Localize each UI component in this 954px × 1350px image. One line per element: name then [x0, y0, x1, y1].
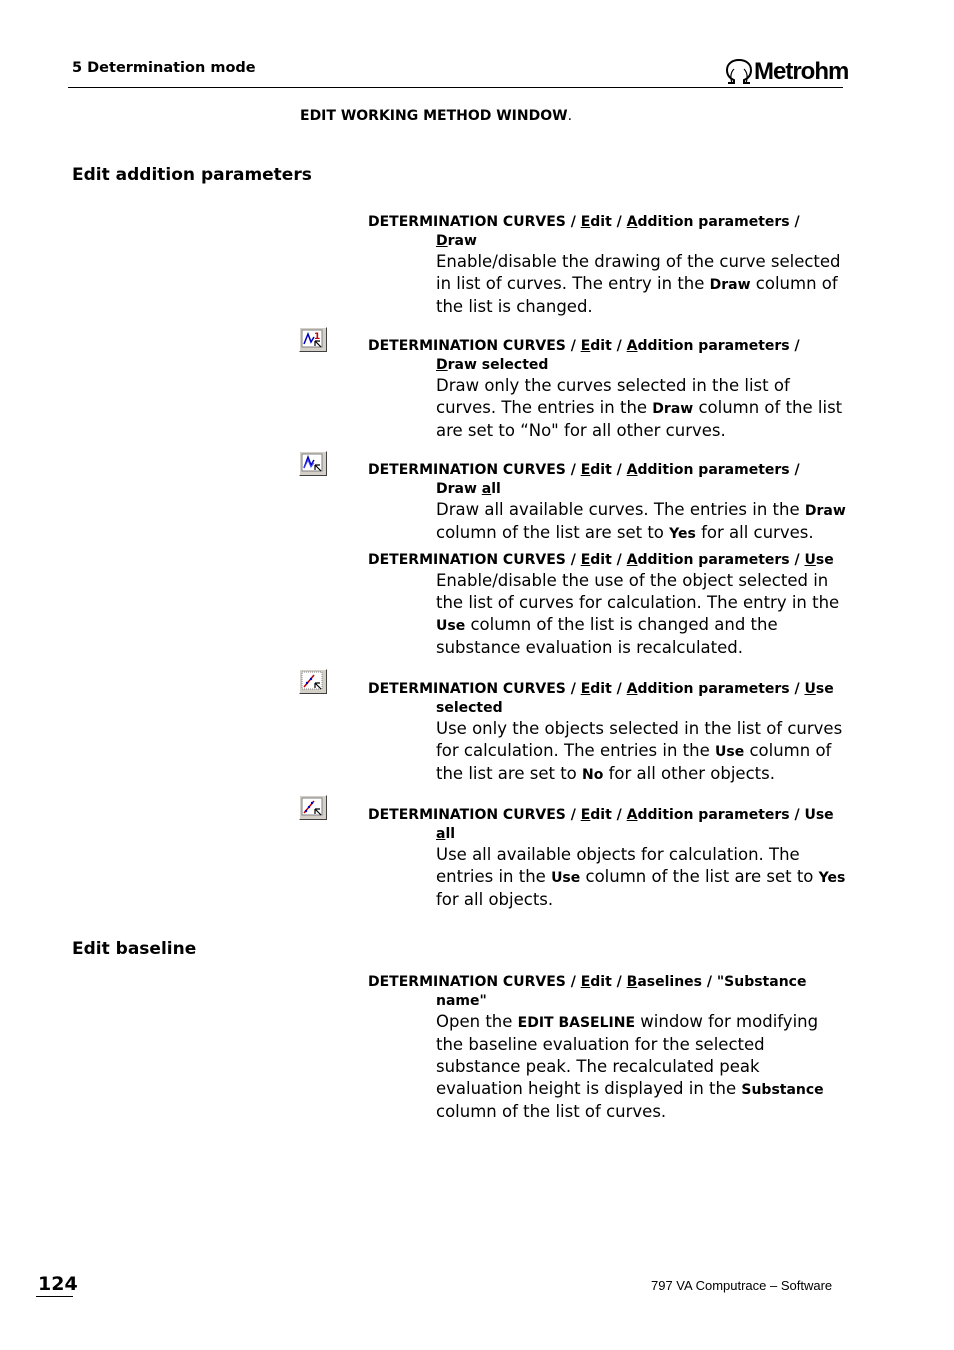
- intro-line: [300, 108, 572, 124]
- entry-description: Enable/disable the use of the object selected in the list of curves for calculation. The entry in the Use column of the list is changed and the substance evaluation is recalculated.: [436, 571, 840, 657]
- window-name: EDIT WORKING METHOD WINDOW: [300, 108, 568, 124]
- entry-draw: [368, 213, 850, 318]
- omega-icon: [724, 59, 754, 85]
- logo-wordmark: Metrohm: [754, 58, 849, 85]
- entry-use: [368, 551, 850, 659]
- section-heading-baseline: Edit baseline: [72, 939, 197, 959]
- entry-description: Draw all available curves. The entries in the Draw column of the list are set to Yes for all curves.: [436, 500, 846, 542]
- entry-description: Use only the objects selected in the list of curves for calculation. The entries in the Use column of the list are set to No for all other objects.: [436, 719, 843, 783]
- entry-use-selected: [368, 680, 850, 786]
- section-heading-addition: Edit addition parameters: [72, 165, 312, 185]
- menu-path: DETERMINATION CURVES / Edit / Addition parameters / Use selected: [368, 681, 834, 716]
- draw-selected-icon[interactable]: [299, 327, 327, 352]
- entry-description: Use all available objects for calculation. The entries in the Use column of the list are set to Yes for all objects.: [436, 845, 846, 909]
- menu-path: DETERMINATION CURVES / Edit / Baselines / "Substance name": [368, 974, 807, 1009]
- entry-description: Enable/disable the drawing of the curve selected in list of curves. The entry in the Draw column of the list is changed.: [436, 252, 841, 316]
- entry-description: Open the EDIT BASELINE window for modifying the baseline evaluation for the selected substance peak. The recalculated peak evaluation height is displayed in the Substance column of the list of curves.: [436, 1012, 824, 1121]
- menu-path: DETERMINATION CURVES / Edit / Addition parameters / Draw selected: [368, 338, 800, 373]
- svg-text:1: 1: [314, 332, 321, 342]
- page-number: 124: [38, 1273, 78, 1295]
- draw-all-icon[interactable]: [299, 451, 327, 476]
- entry-draw-all: [368, 461, 850, 545]
- use-selected-icon[interactable]: [299, 669, 327, 694]
- metrohm-logo: [724, 58, 848, 86]
- header-rule: [68, 87, 843, 88]
- entry-draw-selected: [368, 337, 850, 442]
- menu-path: DETERMINATION CURVES / Edit / Addition parameters / Use all: [368, 807, 834, 842]
- menu-path: DETERMINATION CURVES / Edit / Addition parameters / Use: [368, 552, 834, 568]
- entry-edit-baseline: [368, 973, 850, 1123]
- page-number-rule: [36, 1296, 73, 1297]
- entry-description: Draw only the curves selected in the list of curves. The entries in the Draw column of the list are set to “No" for all other curves.: [436, 376, 843, 440]
- chapter-heading: 5 Determination mode: [72, 60, 256, 76]
- product-name: 797 VA Computrace – Software: [651, 1278, 833, 1293]
- menu-path: DETERMINATION CURVES / Edit / Addition parameters / Draw: [368, 214, 800, 249]
- entry-use-all: [368, 806, 850, 911]
- use-all-icon[interactable]: [299, 795, 327, 820]
- menu-path: DETERMINATION CURVES / Edit / Addition parameters / Draw all: [368, 462, 800, 497]
- intro-period: .: [567, 108, 573, 124]
